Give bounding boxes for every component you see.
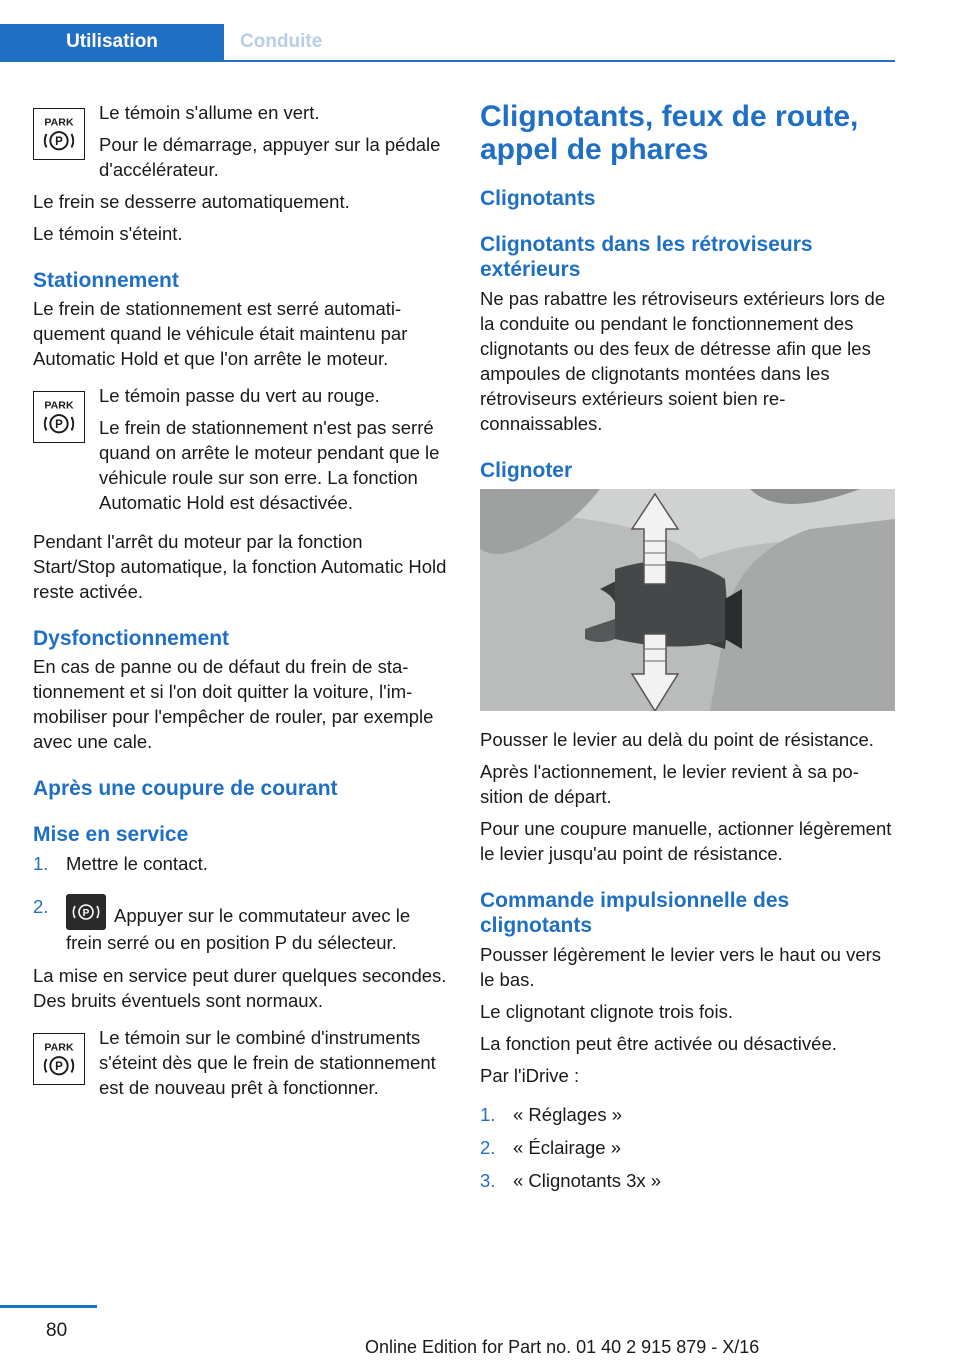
note-text: Pour le démarrage, appuyer sur la pédale d'accélérateur. xyxy=(99,134,441,180)
paragraph: Pousser le levier au delà du point de résistance. xyxy=(480,729,874,750)
parking-brake-switch-icon xyxy=(66,894,106,930)
tab-conduite[interactable]: Conduite xyxy=(240,31,323,52)
paragraph: Le frein de stationnement est serré automatiquement quand le véhicule était maintenu par Automatic Hold et que l'on arrête le moteur. xyxy=(33,298,408,369)
paragraph: La mise en service peut durer quelques secondes. Des bruits éventuels sont normaux. xyxy=(33,965,447,1011)
list-item xyxy=(33,851,448,876)
park-brake-icon xyxy=(33,1033,85,1085)
paragraph: Après l'actionnement, le levier revient à sa position de départ. xyxy=(480,761,859,807)
list-number: 2. xyxy=(33,896,49,917)
paragraph: Pour une coupure manuelle, actionner légèrement le levier jusqu'au point de résistance. xyxy=(480,818,892,864)
steps-list xyxy=(33,851,448,955)
park-brake-icon xyxy=(33,391,85,443)
turn-signal-lever-image xyxy=(480,489,895,711)
heading-retroviseurs: Clignotants dans les rétroviseurs extérieurs xyxy=(480,233,813,281)
list-number: 3. xyxy=(480,1170,496,1191)
paragraph: Par l'iDrive : xyxy=(480,1065,580,1086)
heading-coupure-courant: Après une coupure de courant xyxy=(33,777,338,800)
park-icon-label: PARK xyxy=(44,116,74,129)
paragraph: En cas de panne ou de défaut du frein de stationnement et si l'on doit quitter la voiture, l'immobiliser pour l'empêcher de rouler, par exemple avec une cale. xyxy=(33,656,434,752)
list-number: 2. xyxy=(480,1137,496,1158)
menu-item-eclairage: « Éclairage » xyxy=(513,1137,621,1158)
paragraph: Le témoin s'éteint. xyxy=(33,223,183,244)
paragraph: Pousser légèrement le levier vers le haut ou vers le bas. xyxy=(480,944,882,990)
heading-stationnement: Stationnement xyxy=(33,269,179,292)
heading-mise-en-service: Mise en service xyxy=(33,823,189,846)
park-indicator-note-1 xyxy=(33,100,448,182)
menu-item-reglages: « Réglages » xyxy=(513,1104,623,1125)
list-item xyxy=(480,1135,895,1160)
paragraph: Le frein se desserre automatiquement. xyxy=(33,191,350,212)
park-brake-icon xyxy=(33,108,85,160)
list-item xyxy=(480,1102,895,1127)
park-indicator-note-2 xyxy=(33,383,448,515)
note-text: Le témoin passe du vert au rouge. xyxy=(99,385,380,406)
svg-text:P: P xyxy=(82,908,90,919)
paragraph: Le clignotant clignote trois fois. xyxy=(480,1001,733,1022)
section-title: Clignotants, feux de route, appel de phares xyxy=(480,100,859,166)
heading-dysfonctionnement: Dysfonctionnement xyxy=(33,627,230,650)
edition-note: Online Edition for Part no. 01 40 2 915 879 - X/16 xyxy=(365,1337,760,1357)
list-item xyxy=(33,894,448,955)
list-number: 1. xyxy=(33,853,49,874)
paragraph: Ne pas rabattre les rétroviseurs extérieurs lors de la conduite ou pendant le fonctionnement des clignotants ou des feux de détresse afin que les ampoules de clignotants montées dans les rétroviseurs extérieurs soient bien reconnaissables. xyxy=(480,288,886,434)
paragraph: La fonction peut être activée ou désactivée. xyxy=(480,1033,837,1054)
page-number: 80 xyxy=(46,1320,68,1341)
park-indicator-note-3 xyxy=(33,1025,448,1100)
svg-text:P: P xyxy=(55,419,63,432)
park-icon-label: PARK xyxy=(44,399,74,412)
svg-text:P: P xyxy=(55,1061,63,1074)
footer-rule xyxy=(0,1305,97,1308)
heading-commande-impulsionnelle: Commande impulsionnelle des clignotants xyxy=(480,889,790,937)
note-text: Le témoin s'allume en vert. xyxy=(99,102,320,123)
svg-text:P: P xyxy=(55,136,63,149)
heading-clignotants: Clignotants xyxy=(480,187,596,210)
paragraph: Pendant l'arrêt du moteur par la fonction Start/Stop automatique, la fonction Automatic Hold reste activée. xyxy=(33,531,447,602)
list-text: Mettre le contact. xyxy=(66,853,208,874)
list-number: 1. xyxy=(480,1104,496,1125)
note-text: Le frein de stationnement n'est pas serré quand on arrête le moteur pendant que le véhicule roule sur son erre. La fonction Automatic Hold est désactivée. xyxy=(99,417,440,513)
menu-item-clignotants-3x: « Clignotants 3x » xyxy=(513,1170,662,1191)
note-text: Le témoin sur le combiné d'instruments s'éteint dès que le frein de stationnement est de nouveau prêt à fonctionner. xyxy=(99,1027,436,1098)
list-text: Appuyer sur le commutateur avec le frein serré ou en position P du sélecteur. xyxy=(66,905,411,953)
idrive-menu-path xyxy=(480,1102,895,1193)
tab-utilisation[interactable]: Utilisation xyxy=(0,24,224,60)
heading-clignoter: Clignoter xyxy=(480,459,573,482)
header-tabs xyxy=(0,24,895,62)
header-rule xyxy=(0,60,895,62)
right-column xyxy=(480,100,895,1201)
list-item xyxy=(480,1168,895,1193)
park-icon-label: PARK xyxy=(44,1041,74,1054)
left-column xyxy=(33,100,448,1107)
